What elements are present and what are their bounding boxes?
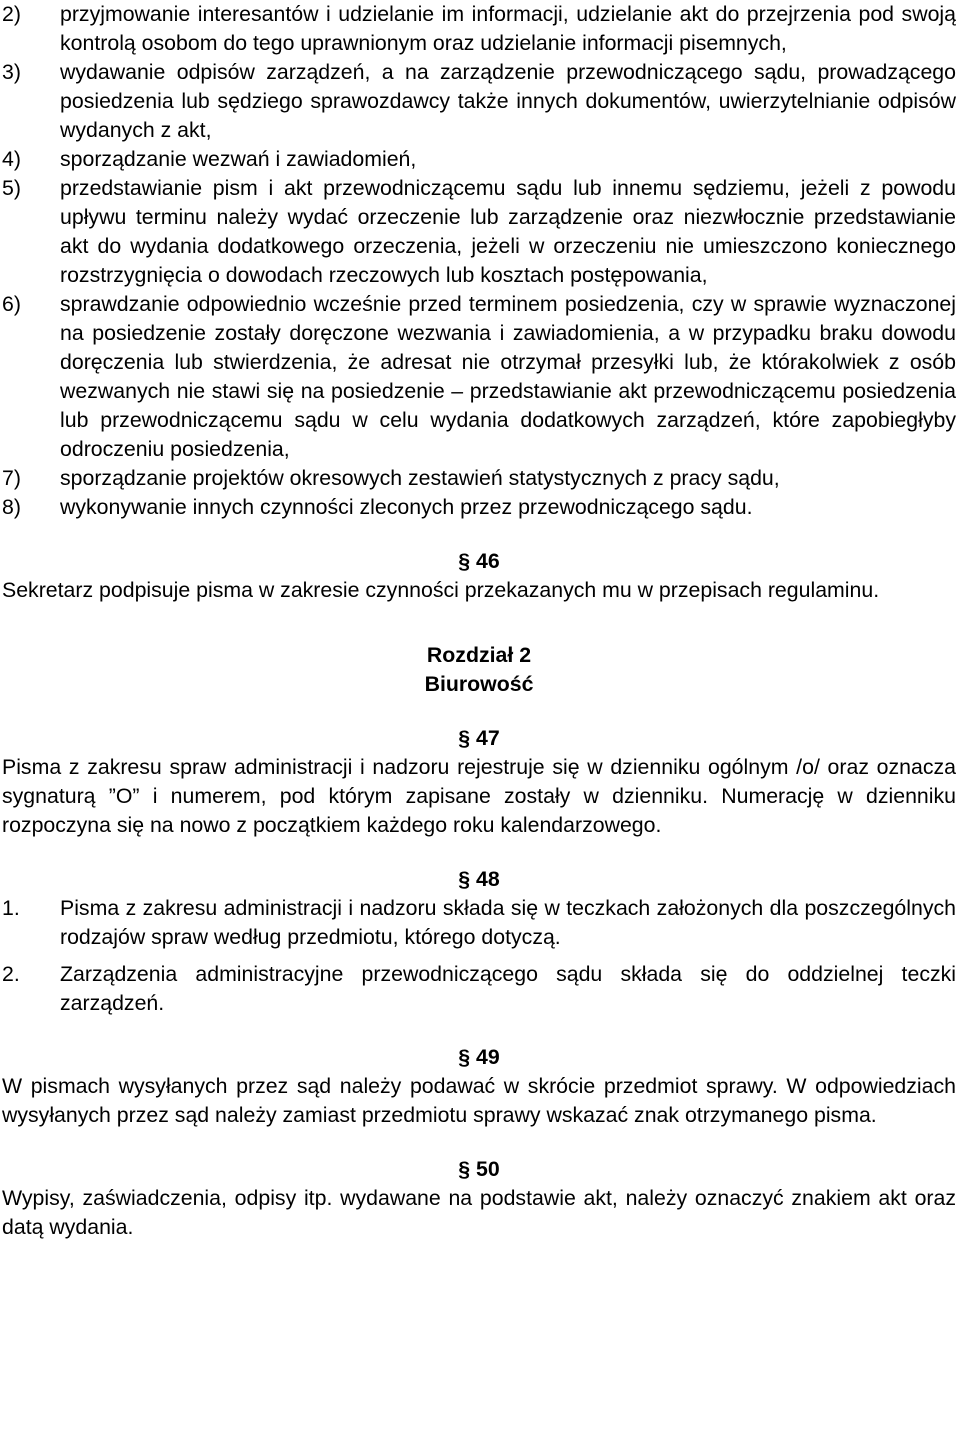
- list-item-text: przyjmowanie interesantów i udzielanie im informacji, udzielanie akt do przejrzenia pod swoją kontrolą osobom do tego uprawnionym oraz udzielanie informacji pisemnych,: [60, 2, 956, 55]
- list-item-number: 7): [2, 466, 21, 490]
- section-50-text: Wypisy, zaświadczenia, odpisy itp. wydawane na podstawie akt, należy oznaczyć znakiem akt oraz datą wydania.: [2, 1186, 956, 1239]
- section-heading-47: § 47: [458, 726, 500, 750]
- list-item: [2, 0, 956, 58]
- list-item: [2, 960, 956, 1018]
- section-48-list: [2, 894, 956, 1018]
- list-item-text: przedstawianie pism i akt przewodniczącemu sądu lub innemu sędziemu, jeżeli z powodu upływu terminu należy wydać orzeczenie lub zarządzenie oraz niezwłocznie przedstawianie akt do wydania dodatkowego orzeczenia, jeżeli w orzeczeniu nie umieszczono koniecznego rozstrzygnięcia o dowodach rzeczowych lub kosztach postępowania,: [60, 176, 956, 287]
- section-heading-49: § 49: [458, 1045, 500, 1069]
- list-item-number: 2.: [2, 962, 20, 986]
- list-item-text: sporządzanie projektów okresowych zestawień statystycznych z pracy sądu,: [60, 466, 780, 490]
- list-item-number: 3): [2, 60, 21, 84]
- list-item-text: wydawanie odpisów zarządzeń, a na zarządzenie przewodniczącego sądu, prowadzącego posiedzenia lub sędziego sprawozdawcy także innych dokumentów, uwierzytelnianie odpisów wydanych z akt,: [60, 60, 956, 142]
- section-heading-46: § 46: [458, 549, 500, 573]
- list-item-number: 5): [2, 176, 21, 200]
- chapter-title: Rozdział 2: [426, 643, 532, 667]
- list-item-number: 6): [2, 292, 21, 316]
- list-spacer: [2, 952, 956, 960]
- list-item: [2, 290, 956, 464]
- section-heading-48: § 48: [458, 867, 500, 891]
- list-item-number: 8): [2, 495, 21, 519]
- list-item-number: 4): [2, 147, 21, 171]
- section-46-text: Sekretarz podpisuje pisma w zakresie czynności przekazanych mu w przepisach regulaminu.: [2, 578, 880, 602]
- chapter-subtitle: Biurowość: [424, 672, 534, 696]
- list-item: [2, 174, 956, 290]
- list-item-text: sporządzanie wezwań i zawiadomień,: [60, 147, 417, 171]
- section-49-text: W pismach wysyłanych przez sąd należy podawać w skrócie przedmiot sprawy. W odpowiedziach wysyłanych przez sąd należy zamiast przedmiotu sprawy wskazać znak otrzymanego pisma.: [2, 1074, 956, 1127]
- duties-list: [2, 0, 956, 522]
- list-item: [2, 464, 956, 493]
- list-item-number: 1.: [2, 896, 20, 920]
- list-item-text: Pisma z zakresu administracji i nadzoru składa się w teczkach założonych dla poszczególnych rodzajów spraw według przedmiotu, którego dotyczą.: [60, 896, 956, 949]
- list-item-number: 2): [2, 2, 21, 26]
- list-item: [2, 58, 956, 145]
- section-47-text: Pisma z zakresu spraw administracji i nadzoru rejestruje się w dzienniku ogólnym /o/ oraz oznacza sygnaturą ”O” i numerem, pod którym zapisane zostały w dzienniku. Numerację w dzienniku rozpoczyna się na nowo z początkiem każdego roku kalendarzowego.: [2, 755, 956, 837]
- section-heading-50: § 50: [458, 1157, 500, 1181]
- list-item: [2, 493, 956, 522]
- document-page: [2, 0, 956, 1242]
- list-item-text: sprawdzanie odpowiednio wcześnie przed terminem posiedzenia, czy w sprawie wyznaczonej na posiedzenie zostały doręczone wezwania i zawiadomienia, a w przypadku braku dowodu doręczenia lub stwierdzenia, że adresat nie otrzymał przesyłki lub, że którakolwiek z osób wezwanych nie stawi się na posiedzenie – przedstawianie akt przewodniczącemu posiedzenia lub przewodniczącemu sądu w celu wydania dodatkowych zarządzeń, które zapobiegłyby odroczeniu posiedzenia,: [60, 292, 956, 461]
- list-item-text: wykonywanie innych czynności zleconych przez przewodniczącego sądu.: [60, 495, 753, 519]
- list-item: [2, 894, 956, 952]
- list-item: [2, 145, 956, 174]
- list-item-text: Zarządzenia administracyjne przewodniczącego sądu składa się do oddzielnej teczki zarządzeń.: [60, 962, 956, 1015]
